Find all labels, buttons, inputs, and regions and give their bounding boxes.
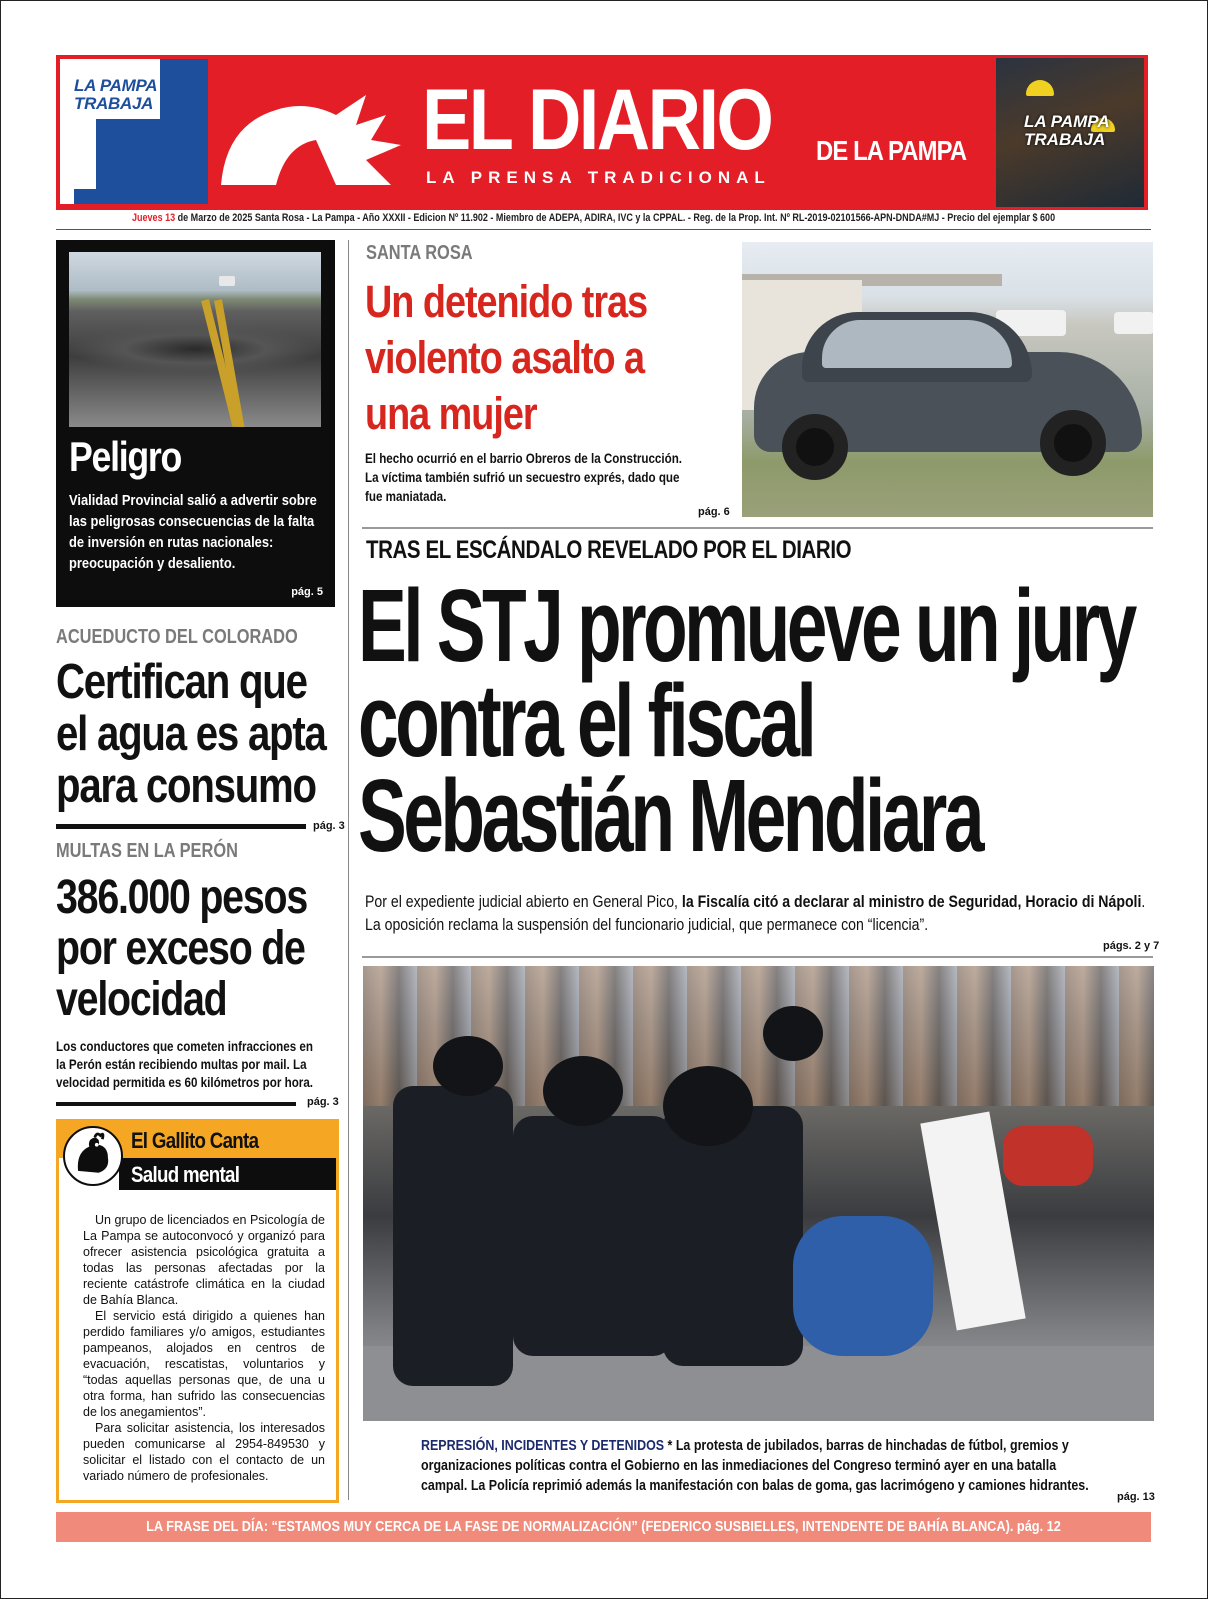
divider [362,956,1153,958]
column-divider [348,240,349,1500]
gallito-subtitle: Salud mental [131,1162,240,1187]
santa-rosa-summary: El hecho ocurrió en el barrio Obreros de la Construcción. La víctima también sufrió un secuestro exprés, dado que fue maniatada. [365,450,683,504]
acueducto-kicker: ACUEDUCTO DEL COLORADO [56,626,298,648]
gallito-title: El Gallito Canta [131,1128,259,1153]
newspaper-logo-icon [216,85,406,190]
santa-rosa-headline[interactable]: Un detenido tras violento asalto a una mujer [365,276,648,439]
peligro-headline: Peligro [69,433,182,480]
frase-del-dia: LA FRASE DEL DÍA: “ESTAMOS MUY CERCA DE LA FASE DE NORMALIZACIÓN” (FEDERICO SUSBIELLES, INTENDENTE DE BAHÍA BLANCA). pág. 12 [146,1518,1061,1535]
badge-right-text: LA PAMPA TRABAJA [1024,112,1109,149]
dateline-date: Jueves 13 [132,212,176,224]
protest-caption-label: REPRESIÓN, INCIDENTES Y DETENIDOS [421,1437,665,1454]
gallito-paragraph: Un grupo de licenciados en Psicología de La Pampa se autoconvocó y organizó para ofrecer asistencia psicológica gratuita a todas las personas afectadas por la reciente catástrofe climática en la ciudad de Bahía Blanca. [83,1213,326,1307]
photo-detail [433,1036,503,1096]
photo-detail [1114,312,1153,334]
divider [362,527,1153,529]
santa-rosa-kicker: SANTA ROSA [366,242,473,264]
main-lead-bold: la Fiscalía citó a declarar al ministro de Seguridad, Horacio di Nápoli [681,892,1142,911]
badge-left-text: LA PAMPA TRABAJA [74,76,157,113]
divider [56,824,306,829]
photo-detail [69,324,321,374]
la-pampa-trabaja-badge-left[interactable] [60,59,208,204]
badge-shape [74,119,96,189]
photo-detail [393,1086,513,1386]
masthead [56,55,1148,210]
protest-caption-text: * La protesta de jubilados, barras de hinchadas de fútbol, gremios y organizaciones políticas contra el Gobierno en las inmediaciones del Congreso terminó ayer en una batalla campal. La Policía reprimió además la manifestación con balas de goma, gas lacrimógeno y camiones hidrantes. [421,1437,1089,1494]
road-damage-photo [69,252,321,427]
hard-hat-icon [1026,80,1054,96]
gallito-paragraph: El servicio está dirigido a quienes han perdido familiares y/o amigos, estudiantes pampeanos, alojados en centros de evacuación, rescatistas, voluntarios y “todas aquellas personas que, de una u otra forma, han sufrido las consecuencias de los anegamientos”. [83,1309,325,1419]
multas-headline[interactable]: 386.000 pesos por exceso de velocidad [56,871,307,1026]
photo-detail [1003,1126,1093,1186]
photo-detail [663,1106,803,1366]
multas-kicker: MULTAS EN LA PERÓN [56,840,238,862]
main-lead-text: Por el expediente judicial abierto en General Pico, [365,892,678,911]
protest-caption [421,1436,1095,1496]
peligro-story[interactable] [56,240,335,607]
page-reference: pág. 3 [307,1096,339,1108]
photo-detail [793,1216,933,1356]
dateline-rest: de Marzo de 2025 Santa Rosa - La Pampa - Año XXXII - Edicion Nº 11.902 - Miembro de ADEPA, ADIRA, IVC y la CPPAL. - Reg. de la Prop. Int. Nº RL-2019-02101566-APN-DNDA#MJ - Precio del ejemplar $ 600 [177,212,1056,224]
car-photo [742,242,1153,517]
peligro-summary: Vialidad Provincial salió a advertir sobre las peligrosas consecuencias de la falta de inversión en rutas nacionales: preocupación y desaliento. [69,492,317,572]
newspaper-title-suffix: DE LA PAMPA [816,135,967,166]
main-headline[interactable]: El STJ promueve un jury contra el fiscal Sebastián Mendiara [358,568,1134,873]
page-reference: págs. 2 y 7 [1103,940,1160,952]
photo-detail [763,1006,823,1061]
frase-del-dia-bar [56,1512,1151,1542]
photo-detail [782,414,848,480]
main-lead-text: . La oposición reclama la suspensión del funcionario judicial, que permanece con “licencia”. [365,892,1146,934]
photo-detail [219,276,235,286]
gallito-canta-box [56,1119,339,1503]
la-pampa-trabaja-badge-right[interactable] [996,58,1144,207]
main-kicker: TRAS EL ESCÁNDALO REVELADO POR EL DIARIO [366,536,852,564]
divider [56,1102,296,1106]
divider [56,229,1151,230]
protest-photo [363,966,1154,1421]
newspaper-title: EL DIARIO [422,72,772,168]
page-reference: pág. 3 [313,820,345,832]
photo-detail [1040,410,1106,476]
photo-detail [822,320,1012,368]
gallito-paragraph: Para solicitar asistencia, los interesados pueden comunicarse al 2954-849530 y solicitar el listado con el contacto de un variado número de profesionales. [83,1421,325,1483]
photo-detail [663,1066,753,1146]
main-lead [365,890,1149,936]
rooster-icon [63,1126,123,1186]
gallito-body [83,1212,325,1484]
dateline [132,212,1055,224]
page-reference: pág. 13 [1117,1491,1155,1503]
acueducto-headline[interactable]: Certifican que el agua es apta para consumo [56,655,326,813]
page-reference: pág. 6 [698,506,730,518]
photo-detail [543,1056,623,1126]
newspaper-slogan: LA PRENSA TRADICIONAL [426,168,771,187]
photo-detail [513,1116,673,1356]
multas-summary: Los conductores que cometen infracciones en la Perón están recibiendo multas por mail. La velocidad permitida es 60 kilómetros por hora. [56,1038,314,1090]
page-reference: pág. 5 [291,586,323,598]
